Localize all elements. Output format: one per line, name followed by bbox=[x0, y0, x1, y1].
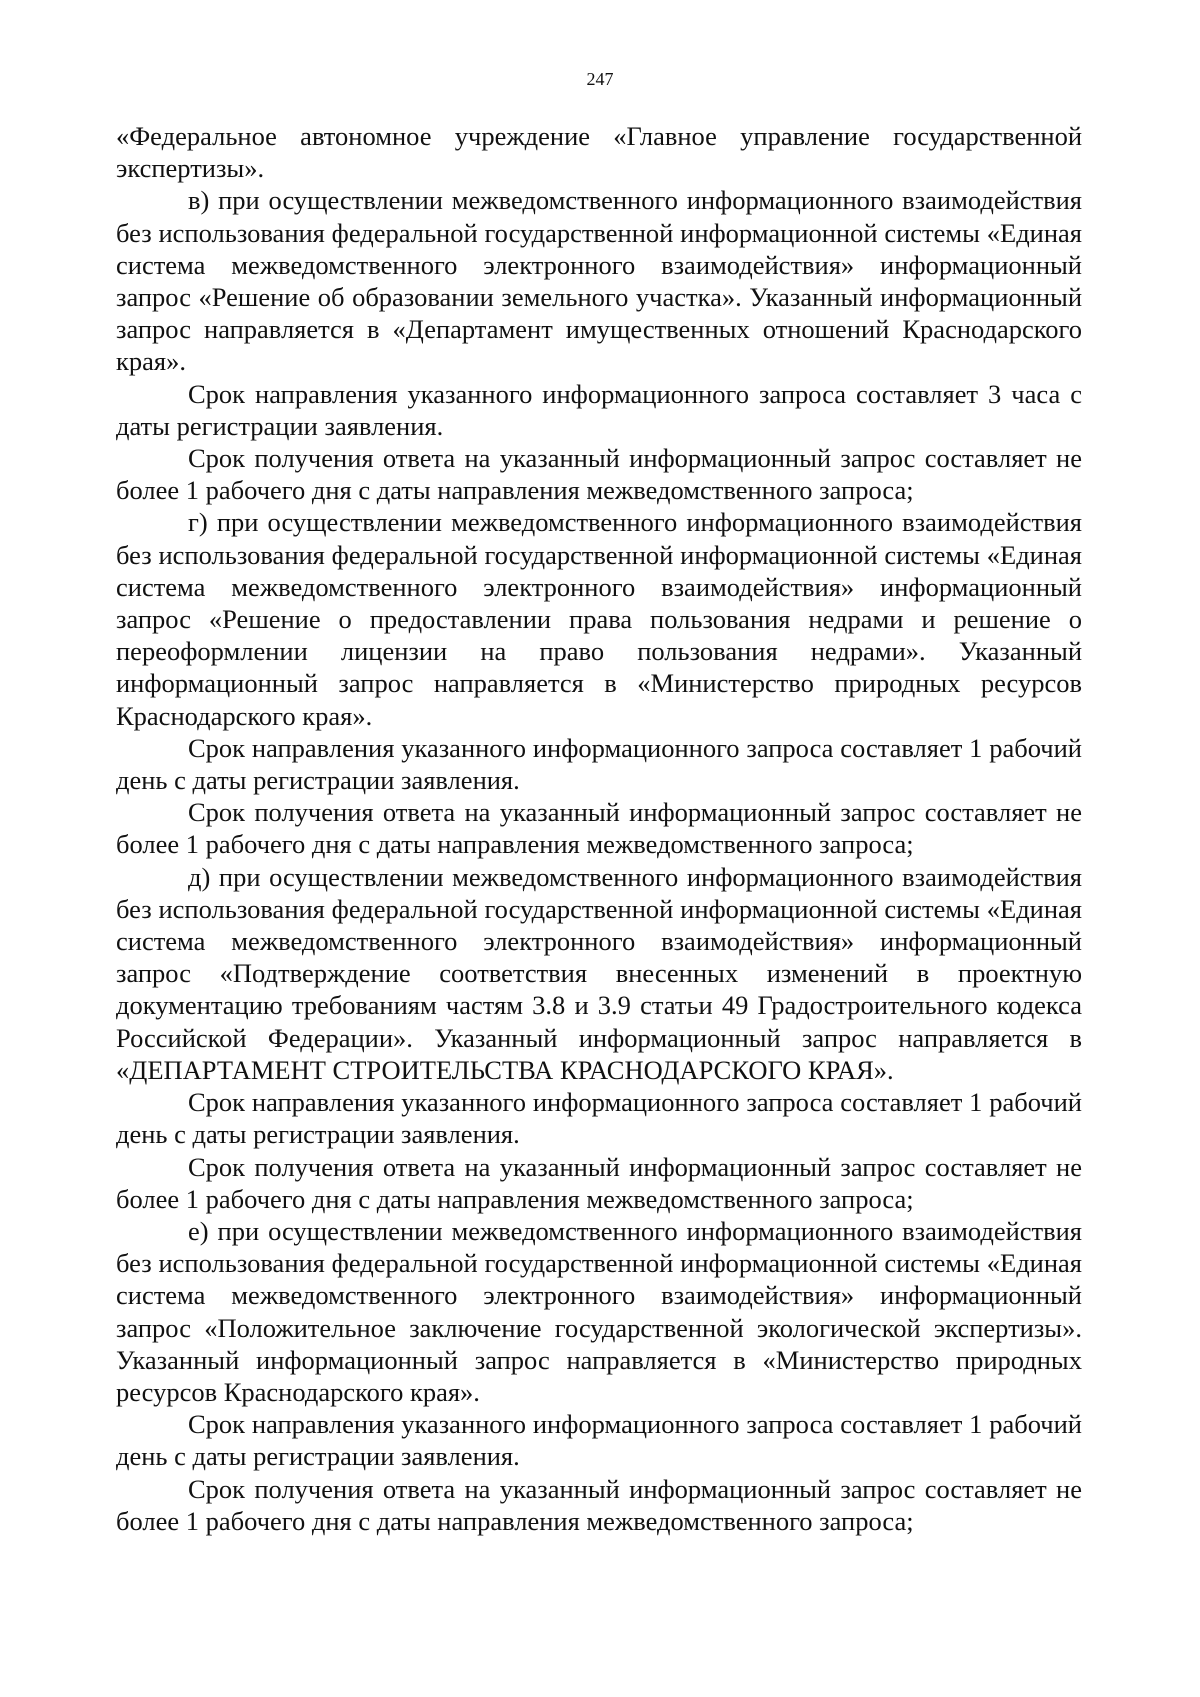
paragraph-expertise-continuation: «Федеральное автономное учреждение «Главное управление государственной экспертизы». bbox=[116, 121, 1082, 184]
document-body bbox=[116, 120, 1082, 1537]
paragraph-send-deadline: Срок направления указанного информационного запроса составляет 1 рабочий день с даты регистрации заявления. bbox=[116, 1087, 1082, 1150]
paragraph-item-g: г) при осуществлении межведомственного информационного взаимодействия без использования федеральной государственной информационной системы «Единая система межведомственного электронного взаимодействия» информационный запрос «Решение о предоставлении права пользования недрами и решение о переоформлении лицензии на право пользования недрами». Указанный информационный запрос направляется в «Министерство природных ресурсов Краснодарского края». bbox=[116, 507, 1082, 731]
paragraph-response-deadline: Срок получения ответа на указанный информационный запрос составляет не более 1 рабочего дня с даты направления межведомственного запроса; bbox=[116, 797, 1082, 860]
paragraph-send-deadline: Срок направления указанного информационного запроса составляет 1 рабочий день с даты регистрации заявления. bbox=[116, 1409, 1082, 1472]
paragraph-item-e: е) при осуществлении межведомственного информационного взаимодействия без использования федеральной государственной информационной системы «Единая система межведомственного электронного взаимодействия» информационный запрос «Положительное заключение государственной экологической экспертизы». Указанный информационный запрос направляется в «Министерство природных ресурсов Краснодарского края». bbox=[116, 1215, 1082, 1407]
paragraph-response-deadline: Срок получения ответа на указанный информационный запрос составляет не более 1 рабочего дня с даты направления межведомственного запроса; bbox=[116, 443, 1082, 506]
paragraph-item-v: в) при осуществлении межведомственного информационного взаимодействия без использования федеральной государственной информационной системы «Единая система межведомственного электронного взаимодействия» информационный запрос «Решение об образовании земельного участка». Указанный информационный запрос направляется в «Департамент имущественных отношений Краснодарского края». bbox=[116, 185, 1082, 377]
paragraph-response-deadline: Срок получения ответа на указанный информационный запрос составляет не более 1 рабочего дня с даты направления межведомственного запроса; bbox=[116, 1473, 1082, 1536]
paragraph-response-deadline: Срок получения ответа на указанный информационный запрос составляет не более 1 рабочего дня с даты направления межведомственного запроса; bbox=[116, 1151, 1082, 1214]
paragraph-send-deadline: Срок направления указанного информационного запроса составляет 3 часа с даты регистрации заявления. bbox=[116, 378, 1082, 441]
page-number: 247 bbox=[586, 69, 614, 89]
paragraph-send-deadline: Срок направления указанного информационного запроса составляет 1 рабочий день с даты регистрации заявления. bbox=[116, 732, 1082, 796]
paragraph-item-d: д) при осуществлении межведомственного информационного взаимодействия без использования федеральной государственной информационной системы «Единая система межведомственного электронного взаимодействия» информационный запрос «Подтверждение соответствия внесенных изменений в проектную документацию требованиям частям 3.8 и 3.9 статьи 49 Градостроительного кодекса Российской Федерации». Указанный информационный запрос направляется в «ДЕПАРТАМЕНТ СТРОИТЕЛЬСТВА КРАСНОДАРСКОГО КРАЯ». bbox=[116, 861, 1082, 1085]
